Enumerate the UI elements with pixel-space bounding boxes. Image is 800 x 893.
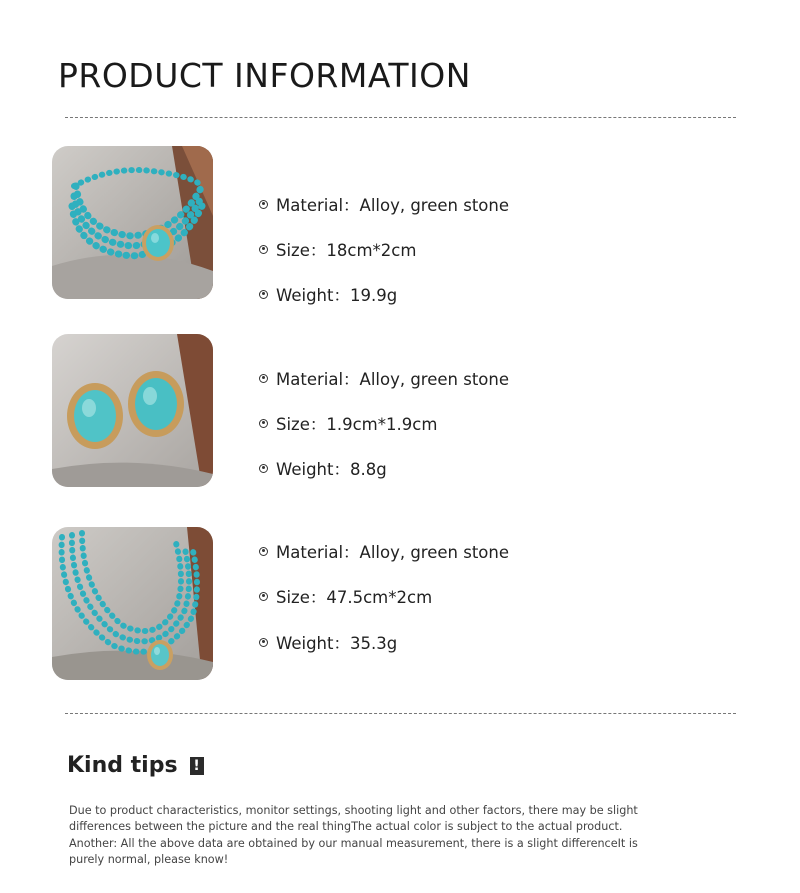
bullet-icon: [259, 374, 268, 383]
bullet-icon: [259, 290, 268, 299]
bullet-icon: [259, 638, 268, 647]
kind-tips-heading: Kind tips !: [67, 753, 204, 778]
spec-size: Size：1.9cm*1.9cm: [259, 411, 437, 435]
bullet-icon: [259, 200, 268, 209]
divider-top: [65, 117, 736, 118]
bullet-icon: [259, 245, 268, 254]
spec-material: Material：Alloy, green stone: [259, 539, 509, 563]
spec-size: Size：18cm*2cm: [259, 237, 416, 261]
exclamation-icon: !: [190, 757, 204, 775]
spec-material: Material：Alloy, green stone: [259, 192, 509, 216]
product-necklace: [52, 527, 752, 687]
product-earrings: [52, 334, 752, 494]
spec-material: Material：Alloy, green stone: [259, 366, 509, 390]
spec-weight: Weight：8.8g: [259, 456, 387, 480]
spec-weight: Weight：35.3g: [259, 630, 397, 654]
bullet-icon: [259, 592, 268, 601]
bullet-icon: [259, 419, 268, 428]
bullet-icon: [259, 464, 268, 473]
earrings-photo: [52, 334, 213, 487]
necklace-photo: [52, 527, 213, 680]
spec-size: Size：47.5cm*2cm: [259, 584, 432, 608]
bracelet-photo: [52, 146, 213, 299]
divider-bottom: [65, 713, 736, 714]
page-title: PRODUCT INFORMATION: [58, 56, 471, 95]
product-bracelet: [52, 146, 752, 306]
bullet-icon: [259, 547, 268, 556]
kind-tips-text: Due to product characteristics, monitor settings, shooting light and other factors, there may be slight differences between the picture and the real thingThe actual color is subject to the actual product. Another: All the above data are obtained by our manual measurement, there is a slight differenceIt is purely normal, please know!: [69, 804, 638, 867]
spec-weight: Weight：19.9g: [259, 282, 397, 306]
